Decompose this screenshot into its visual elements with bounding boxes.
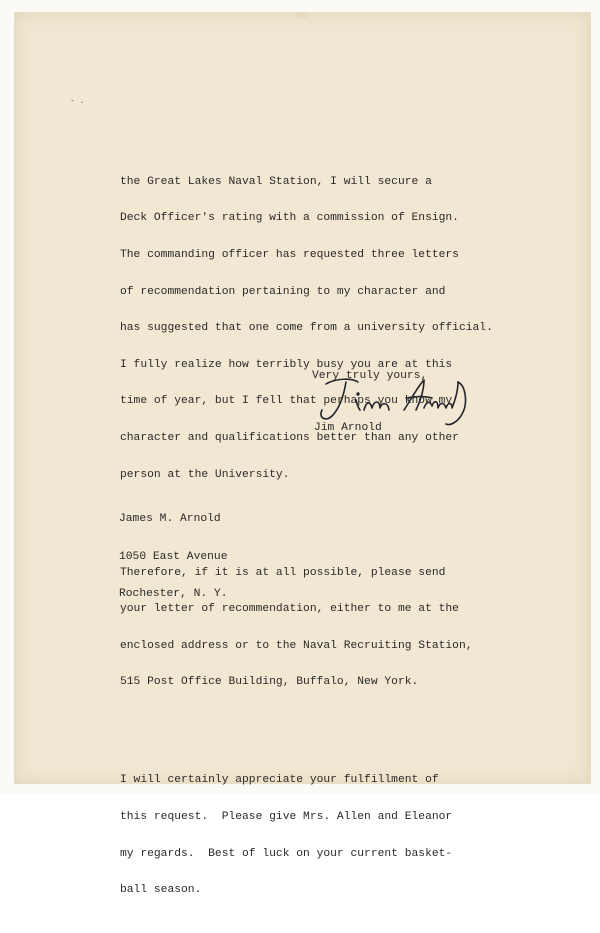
complimentary-close: Very truly yours, bbox=[312, 370, 428, 382]
paragraph-3 bbox=[120, 750, 493, 921]
body-line: the Great Lakes Naval Station, I will secure a bbox=[120, 175, 432, 188]
return-address bbox=[119, 489, 227, 613]
body-line: your letter of recommendation, either to me at the bbox=[120, 603, 459, 616]
address-line: Rochester, N. Y. bbox=[119, 588, 228, 601]
typed-signature-name: Jim Arnold bbox=[314, 422, 382, 434]
address-line: 1050 East Avenue bbox=[119, 550, 228, 563]
body-line: time of year, but I fell that perhaps you know my bbox=[120, 395, 453, 408]
body-line: Therefore, if it is at all possible, please send bbox=[120, 566, 446, 579]
body-line: enclosed address or to the Naval Recruiting Station, bbox=[120, 639, 473, 652]
staple-mark bbox=[296, 12, 306, 18]
body-line: I fully realize how terribly busy you are at this bbox=[120, 358, 453, 371]
body-line: character and qualifications better than any other bbox=[120, 431, 459, 444]
body-line: 515 Post Office Building, Buffalo, New York. bbox=[120, 676, 419, 689]
body-line: I will certainly appreciate your fulfillment of bbox=[120, 774, 439, 787]
ink-speck: - . bbox=[70, 96, 85, 105]
paragraph-1 bbox=[120, 151, 493, 505]
body-line: of recommendation pertaining to my character and bbox=[120, 285, 446, 298]
body-line: The commanding officer has requested three letters bbox=[120, 249, 459, 261]
body-line: this request. Please give Mrs. Allen and Eleanor bbox=[120, 810, 453, 823]
body-line: ball season. bbox=[120, 884, 202, 897]
body-line: has suggested that one come from a university official. bbox=[120, 322, 493, 335]
body-line: Deck Officer's rating with a commission of Ensign. bbox=[120, 212, 459, 225]
body-line: my regards. Best of luck on your current basket- bbox=[120, 847, 453, 860]
address-line: James M. Arnold bbox=[119, 513, 221, 526]
body-line: person at the University. bbox=[120, 468, 290, 481]
page-edge bbox=[588, 12, 591, 784]
